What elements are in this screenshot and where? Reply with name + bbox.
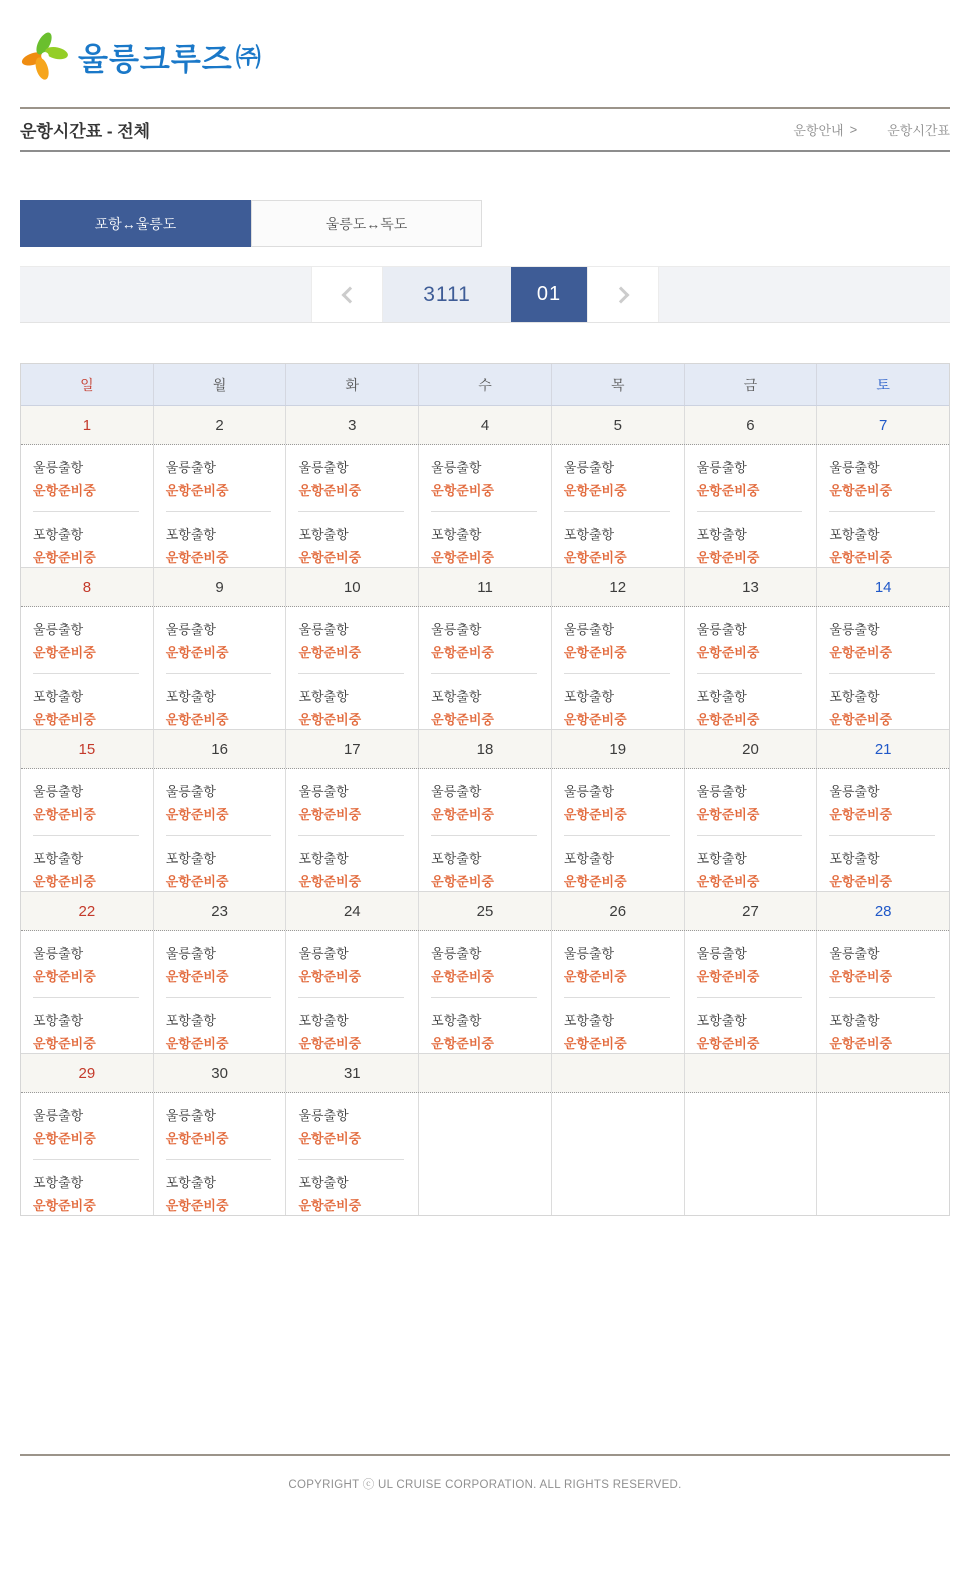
departure-status: 운항준비중 [829, 807, 893, 822]
departure-route: 울릉출항 [563, 460, 615, 475]
departure-status: 운항준비중 [431, 807, 494, 822]
departure-status: 운항준비중 [563, 969, 627, 984]
calendar-empty-cell [684, 1093, 817, 1215]
departure-route: 포항출항 [696, 851, 747, 866]
departure-status: 운항준비중 [33, 1036, 96, 1051]
day-number-band [21, 891, 949, 931]
entry-divider [697, 835, 803, 836]
departure-status: 운항준비중 [165, 807, 229, 822]
departure-route: 포항출항 [696, 527, 747, 542]
copyright-text: COPYRIGHT ⓒ UL CRUISE CORPORATION. ALL RIGHTS RESERVED. [288, 1479, 682, 1491]
chevron-left-icon [341, 286, 358, 303]
day-number-band [21, 406, 949, 445]
calendar-day-cell [551, 607, 684, 729]
calendar-week [21, 891, 949, 1053]
entry-divider [431, 997, 537, 998]
departure-status: 운항준비중 [696, 969, 760, 984]
departure-route: 포항출항 [563, 527, 615, 542]
departure-route: 울릉출항 [298, 1108, 349, 1123]
entry-divider [564, 997, 670, 998]
day-number: 18 [418, 730, 551, 768]
day-content-row [21, 607, 949, 729]
calendar-week [21, 406, 949, 567]
departure-status: 운항준비중 [298, 874, 362, 889]
day-content-row [21, 1093, 949, 1215]
departure-status: 운항준비중 [165, 874, 229, 889]
departure-status: 운항준비중 [298, 1198, 362, 1213]
entry-divider [564, 835, 670, 836]
departure-status: 운항준비중 [298, 712, 362, 727]
departure-route: 울릉출항 [165, 1108, 216, 1123]
entry-divider [298, 1159, 404, 1160]
departure-route: 울릉출항 [33, 460, 84, 475]
entry-divider [33, 835, 139, 836]
calendar-day-cell [418, 445, 551, 567]
breadcrumb-item-guide[interactable]: 운항안내 [793, 123, 844, 138]
weekday-header-2: 화 [285, 364, 418, 405]
departure-route: 울릉출항 [696, 784, 747, 799]
day-number: 11 [418, 568, 551, 606]
departure-status: 운항준비중 [33, 483, 96, 498]
departure-route: 울릉출항 [33, 946, 84, 961]
departure-route: 포항출항 [33, 689, 84, 704]
next-month-button[interactable] [587, 267, 659, 322]
departure-route: 울릉출항 [829, 460, 880, 475]
departure-route: 포항출항 [829, 689, 880, 704]
departure-status: 운항준비중 [431, 645, 494, 660]
calendar-day-cell [285, 769, 418, 891]
calendar-day-cell [285, 445, 418, 567]
departure-status: 운항준비중 [563, 1036, 627, 1051]
departure-route: 포항출항 [165, 689, 216, 704]
calendar-day-cell [153, 931, 286, 1053]
day-number: 7 [816, 406, 949, 444]
departure-route: 포항출항 [165, 1013, 216, 1028]
departure-route: 울릉출항 [33, 784, 84, 799]
departure-status: 운항준비중 [563, 645, 627, 660]
weekday-header-1: 월 [153, 364, 286, 405]
entry-divider [829, 997, 935, 998]
schedule-calendar [20, 363, 950, 1216]
day-number: 31 [285, 1054, 418, 1092]
departure-route: 울릉출항 [431, 946, 482, 961]
departure-route: 울릉출항 [165, 622, 216, 637]
departure-route: 울릉출항 [696, 460, 747, 475]
calendar-day-cell [684, 769, 817, 891]
departure-status: 운항준비중 [298, 969, 362, 984]
entry-divider [33, 511, 139, 512]
calendar-empty-cell [418, 1093, 551, 1215]
calendar-day-cell [551, 769, 684, 891]
day-number: 10 [285, 568, 418, 606]
departure-status: 운항준비중 [165, 483, 229, 498]
breadcrumb-separator: > [849, 122, 858, 137]
departure-status: 운항준비중 [829, 645, 893, 660]
departure-status: 운항준비중 [696, 1036, 760, 1051]
departure-status: 운항준비중 [33, 550, 96, 565]
departure-status: 운항준비중 [431, 1036, 494, 1051]
month-navigation [20, 266, 950, 323]
entry-divider [298, 997, 404, 998]
calendar-day-cell [684, 607, 817, 729]
departure-status: 운항준비중 [829, 874, 893, 889]
entry-divider [564, 511, 670, 512]
calendar-day-cell [21, 445, 153, 567]
calendar-day-cell [153, 1093, 286, 1215]
departure-route: 울릉출항 [298, 946, 349, 961]
departure-route: 포항출항 [696, 1013, 747, 1028]
weekday-header-5: 금 [684, 364, 817, 405]
entry-divider [166, 673, 272, 674]
tab-pohang-ulleungdo[interactable]: 포항↔울릉도 [20, 200, 251, 247]
departure-route: 울릉출항 [431, 622, 482, 637]
calendar-day-cell [285, 931, 418, 1053]
day-number: 28 [816, 892, 949, 930]
calendar-empty-cell [816, 1093, 949, 1215]
departure-status: 운항준비중 [696, 483, 760, 498]
departure-status: 운항준비중 [33, 712, 96, 727]
departure-status: 운항준비중 [563, 550, 627, 565]
departure-status: 운항준비중 [33, 874, 96, 889]
departure-route: 포항출항 [696, 689, 747, 704]
departure-route: 울릉출항 [298, 460, 349, 475]
entry-divider [564, 673, 670, 674]
prev-month-button[interactable] [311, 267, 383, 322]
site-logo[interactable] [20, 30, 950, 82]
departure-status: 운항준비중 [165, 1131, 229, 1146]
breadcrumb [793, 120, 950, 139]
calendar-day-cell [816, 445, 949, 567]
departure-status: 운항준비중 [829, 483, 893, 498]
departure-status: 운항준비중 [165, 550, 229, 565]
departure-status: 운항준비중 [696, 712, 760, 727]
departure-route: 포항출항 [33, 851, 84, 866]
departure-route: 포항출항 [431, 527, 482, 542]
calendar-day-cell [21, 1093, 153, 1215]
calendar-day-cell [418, 769, 551, 891]
departure-route: 포항출항 [165, 527, 216, 542]
calendar-day-cell [285, 1093, 418, 1215]
day-number: 16 [153, 730, 286, 768]
entry-divider [298, 673, 404, 674]
calendar-day-cell [551, 931, 684, 1053]
departure-route: 포항출항 [563, 1013, 615, 1028]
tab-ulleungdo-dokdo[interactable]: 울릉도↔독도 [251, 200, 482, 247]
day-number: 8 [82, 578, 92, 596]
day-number: 21 [816, 730, 949, 768]
departure-status: 운항준비중 [165, 1198, 229, 1213]
departure-status: 운항준비중 [298, 550, 362, 565]
calendar-week [21, 567, 949, 729]
day-content-row [21, 931, 949, 1053]
day-number: 1 [82, 416, 92, 434]
breadcrumb-item-timetable[interactable]: 운항시간표 [887, 123, 950, 138]
departure-route: 포항출항 [33, 527, 84, 542]
entry-divider [166, 1159, 272, 1160]
day-number: 9 [153, 568, 286, 606]
departure-route: 포항출항 [33, 1175, 84, 1190]
departure-route: 울릉출항 [829, 784, 880, 799]
departure-status: 운항준비중 [696, 874, 760, 889]
entry-divider [298, 835, 404, 836]
departure-route: 울릉출항 [165, 946, 216, 961]
entry-divider [697, 673, 803, 674]
departure-route: 포항출항 [829, 1013, 880, 1028]
day-number: 2 [153, 406, 286, 444]
day-number: 4 [418, 406, 551, 444]
weekday-header-6: 토 [816, 364, 949, 405]
departure-status: 운항준비중 [696, 550, 760, 565]
calendar-day-cell [153, 445, 286, 567]
calendar-day-cell [816, 931, 949, 1053]
entry-divider [33, 1159, 139, 1160]
entry-divider [697, 997, 803, 998]
departure-route: 포항출항 [298, 1175, 349, 1190]
day-number: 27 [684, 892, 817, 930]
departure-route: 포항출항 [298, 851, 349, 866]
calendar-day-cell [816, 607, 949, 729]
departure-route: 포항출항 [431, 1013, 482, 1028]
departure-status: 운항준비중 [829, 969, 893, 984]
day-number-band [21, 1053, 949, 1093]
calendar-day-cell [816, 769, 949, 891]
entry-divider [166, 511, 272, 512]
day-number: 20 [684, 730, 817, 768]
departure-route: 울릉출항 [696, 946, 747, 961]
day-number: 13 [684, 568, 817, 606]
weekday-header-row [21, 364, 949, 406]
day-number-empty [551, 1054, 684, 1092]
day-number: 23 [153, 892, 286, 930]
departure-status: 운항준비중 [33, 807, 96, 822]
site-header [0, 0, 970, 82]
departure-route: 울릉출항 [829, 622, 880, 637]
departure-route: 포항출항 [829, 851, 880, 866]
departure-route: 포항출항 [563, 689, 615, 704]
day-number: 24 [285, 892, 418, 930]
day-number: 3 [285, 406, 418, 444]
brand-suffix: ㈜ [235, 44, 261, 72]
day-number-empty [684, 1054, 817, 1092]
calendar-weeks [21, 406, 949, 1215]
departure-route: 포항출항 [431, 689, 482, 704]
day-number: 25 [418, 892, 551, 930]
entry-divider [33, 997, 139, 998]
route-tabs [20, 200, 950, 247]
day-number-empty [418, 1054, 551, 1092]
day-number: 15 [78, 740, 96, 758]
page-title: 운항시간표 - 전체 [20, 122, 151, 141]
departure-status: 운항준비중 [33, 645, 96, 660]
entry-divider [298, 511, 404, 512]
site-footer [20, 1454, 950, 1552]
month-display: 01 [511, 267, 587, 322]
departure-route: 울릉출항 [33, 622, 84, 637]
entry-divider [33, 673, 139, 674]
title-bar [20, 107, 950, 152]
day-number: 5 [551, 406, 684, 444]
departure-route: 울릉출항 [696, 622, 747, 637]
departure-route: 울릉출항 [431, 784, 482, 799]
departure-route: 울릉출항 [563, 622, 615, 637]
calendar-day-cell [684, 931, 817, 1053]
calendar-day-cell [21, 931, 153, 1053]
departure-status: 운항준비중 [431, 874, 494, 889]
departure-status: 운항준비중 [563, 874, 627, 889]
day-number-empty [816, 1054, 949, 1092]
departure-route: 포항출항 [165, 851, 216, 866]
departure-status: 운항준비중 [829, 1036, 893, 1051]
weekday-header-4: 목 [551, 364, 684, 405]
departure-route: 포항출항 [165, 1175, 216, 1190]
day-number: 22 [78, 902, 96, 920]
day-number: 12 [551, 568, 684, 606]
entry-divider [166, 835, 272, 836]
departure-status: 운항준비중 [696, 807, 760, 822]
departure-route: 포항출항 [431, 851, 482, 866]
entry-divider [829, 511, 935, 512]
calendar-day-cell [153, 769, 286, 891]
departure-route: 울릉출항 [165, 784, 216, 799]
day-number-band [21, 729, 949, 769]
departure-status: 운항준비중 [563, 807, 627, 822]
day-number: 26 [551, 892, 684, 930]
day-number-band [21, 567, 949, 607]
weekday-header-3: 수 [418, 364, 551, 405]
departure-route: 포항출항 [33, 1013, 84, 1028]
departure-route: 울릉출항 [298, 622, 349, 637]
departure-route: 울릉출항 [431, 460, 482, 475]
day-number: 6 [684, 406, 817, 444]
chevron-right-icon [612, 286, 629, 303]
calendar-day-cell [418, 931, 551, 1053]
departure-status: 운항준비중 [298, 645, 362, 660]
day-number: 19 [551, 730, 684, 768]
year-display: 3111 [383, 267, 511, 322]
departure-status: 운항준비중 [298, 483, 362, 498]
calendar-day-cell [21, 769, 153, 891]
departure-status: 운항준비중 [298, 1036, 362, 1051]
departure-status: 운항준비중 [563, 483, 627, 498]
brand-name: 울릉크루즈 [78, 41, 233, 77]
entry-divider [431, 835, 537, 836]
calendar-week [21, 1053, 949, 1215]
departure-status: 운항준비중 [33, 1131, 96, 1146]
departure-status: 운항준비중 [431, 969, 494, 984]
departure-route: 포항출항 [298, 1013, 349, 1028]
departure-status: 운항준비중 [431, 483, 494, 498]
departure-status: 운항준비중 [829, 550, 893, 565]
calendar-day-cell [285, 607, 418, 729]
entry-divider [697, 511, 803, 512]
entry-divider [431, 511, 537, 512]
calendar-day-cell [551, 445, 684, 567]
departure-status: 운항준비중 [696, 645, 760, 660]
day-content-row [21, 769, 949, 891]
departure-route: 포항출항 [298, 527, 349, 542]
day-content-row [21, 445, 949, 567]
departure-status: 운항준비중 [431, 550, 494, 565]
departure-status: 운항준비중 [298, 1131, 362, 1146]
day-number: 29 [78, 1064, 96, 1082]
calendar-day-cell [684, 445, 817, 567]
departure-status: 운항준비중 [829, 712, 893, 727]
departure-status: 운항준비중 [165, 712, 229, 727]
calendar-day-cell [418, 607, 551, 729]
departure-route: 포항출항 [563, 851, 615, 866]
day-number: 14 [816, 568, 949, 606]
entry-divider [829, 835, 935, 836]
entry-divider [166, 997, 272, 998]
departure-route: 울릉출항 [165, 460, 216, 475]
departure-status: 운항준비중 [431, 712, 494, 727]
departure-status: 운항준비중 [563, 712, 627, 727]
calendar-day-cell [153, 607, 286, 729]
weekday-header-0: 일 [80, 376, 94, 393]
departure-route: 포항출항 [829, 527, 880, 542]
departure-status: 운항준비중 [33, 1198, 96, 1213]
departure-route: 울릉출항 [563, 784, 615, 799]
departure-route: 울릉출항 [33, 1108, 84, 1123]
departure-status: 운항준비중 [165, 1036, 229, 1051]
departure-status: 운항준비중 [165, 645, 229, 660]
day-number: 30 [153, 1054, 286, 1092]
flower-logo-icon [20, 30, 70, 82]
day-number: 17 [285, 730, 418, 768]
departure-status: 운항준비중 [298, 807, 362, 822]
departure-status: 운항준비중 [165, 969, 229, 984]
entry-divider [431, 673, 537, 674]
departure-status: 운항준비중 [33, 969, 96, 984]
calendar-week [21, 729, 949, 891]
departure-route: 울릉출항 [563, 946, 615, 961]
departure-route: 울릉출항 [298, 784, 349, 799]
calendar-empty-cell [551, 1093, 684, 1215]
entry-divider [829, 673, 935, 674]
calendar-day-cell [21, 607, 153, 729]
departure-route: 포항출항 [298, 689, 349, 704]
departure-route: 울릉출항 [829, 946, 880, 961]
